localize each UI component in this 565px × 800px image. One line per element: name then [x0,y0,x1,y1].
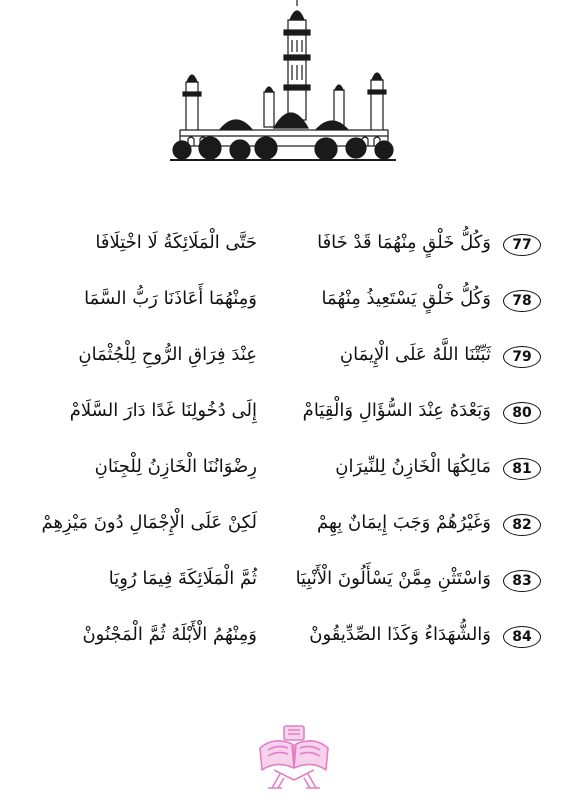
verse-second-hemistich: حَتَّى الْمَلَائِكَةُ لَا اخْتِلَافَا [95,232,257,253]
verse-row [0,610,565,666]
verse-row [0,330,565,386]
verse-second-hemistich: رِضْوَانُنَا الْخَازِنُ لِلْجِنَانِ [94,456,257,477]
verse-second-hemistich: عِنْدَ فِرَاقِ الرُّوحِ لِلْجُثْمَانِ [78,344,257,365]
verse-number-badge: 79 [503,346,541,368]
quran-on-stand-icon [254,718,334,790]
verse-first-hemistich: وَاسْتَثْنِ مِمَّنْ يَسْأَلُونَ الْأَنْبِيَا [295,568,491,589]
verse-first-hemistich: وَكُلُّ خَلْقٍ يَسْتَعِيذُ مِنْهُمَا [321,288,491,309]
mosque-illustration-icon [166,0,400,168]
verse-first-hemistich: وَكُلُّ خَلْقٍ مِنْهُمَا قَدْ خَافَا [317,232,491,253]
verse-row [0,498,565,554]
verse-row [0,218,565,274]
verse-number-badge: 80 [503,402,541,424]
verse-number-badge: 83 [503,570,541,592]
verse-first-hemistich: ثَبِّتْنَا اللَّهُ عَلَى الْإِيمَانِ [339,344,491,365]
verse-row [0,386,565,442]
verse-first-hemistich: وَبَعْدَهُ عِنْدَ السُّؤَالِ وَالْقِيَامْ [302,400,491,421]
verse-first-hemistich: مَالِكُهَا الْخَازِنُ لِلنِّيرَانِ [335,456,491,477]
verse-second-hemistich: وَمِنْهُمُ الْأَبْلَهُ ثُمَّ الْمَجْنُونْ [82,624,257,645]
verse-row [0,442,565,498]
verse-first-hemistich: وَغَيْرُهُمْ وَجَبَ إِيمَانٌ بِهِمْ [316,512,491,533]
verse-row [0,554,565,610]
verse-number-badge: 81 [503,458,541,480]
verse-second-hemistich: وَمِنْهُمَا أَعَاذَنَا رَبُّ السَّمَا [84,288,257,309]
verse-row [0,274,565,330]
verse-second-hemistich: ثُمَّ الْمَلَائِكَةَ فِيمَا رُوِيَا [108,568,257,589]
verse-number-badge: 84 [503,626,541,648]
verse-number-badge: 78 [503,290,541,312]
verses-list [0,218,565,666]
verse-first-hemistich: وَالشُّهَدَاءُ وَكَذَا الصِّدِّيقُونْ [309,624,491,645]
verse-number-badge: 82 [503,514,541,536]
verse-second-hemistich: إِلَى دُخُولِنَا غَدًا دَارَ السَّلَامْ [69,400,257,421]
verse-second-hemistich: لَكِنْ عَلَى الْإِجْمَالِ دُونَ مَيْزِهِمْ [41,512,257,533]
verse-number-badge: 77 [503,234,541,256]
